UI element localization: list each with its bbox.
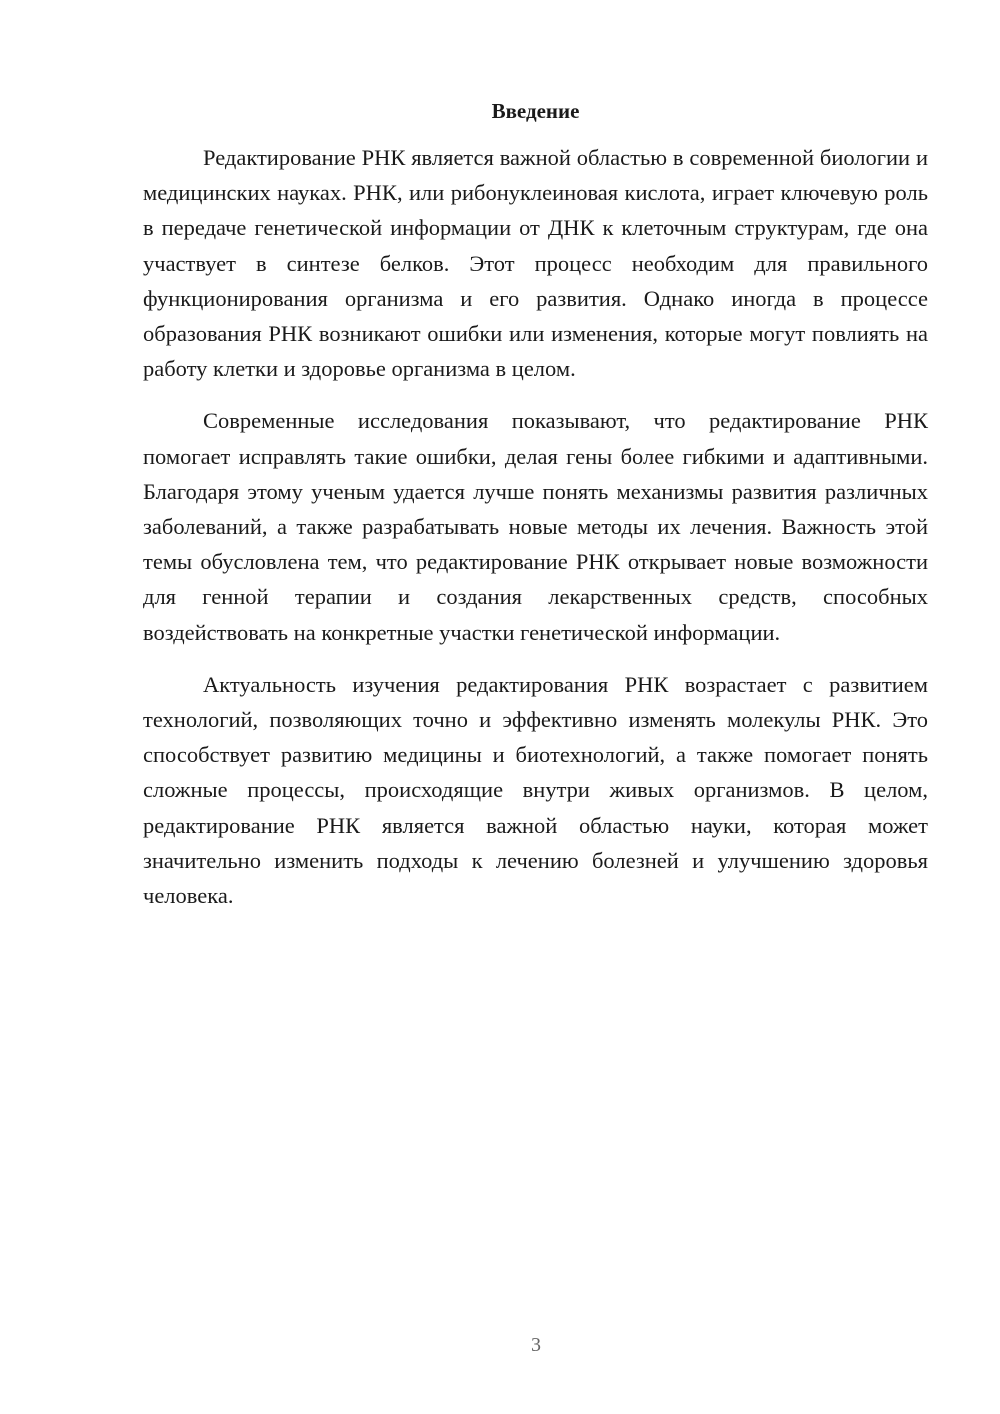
page-number: 3 [531,1334,541,1356]
section-heading: Введение [491,99,580,123]
paragraph-1: Редактирование РНК является важной областью в современной биологии и медицинских науках. РНК, или рибонуклеиновая кислота, играет ключевую роль в передаче генетической информации от ДНК к клеточным структурам, где она участвует в синтезе белков. Этот процесс необходим для правильного функционирования организма и его развития. Однако иногда в процессе образования РНК возникают ошибки или изменения, которые могут повлиять на работу клетки и здоровье организма в целом. [143,145,928,382]
paragraph-3: Актуальность изучения редактирования РНК возрастает с развитием технологий, позволяющих точно и эффективно изменять молекулы РНК. Это способствует развитию медицины и биотехнологий, а также помогает понять сложные процессы, происходящие внутри живых организмов. В целом, редактирование РНК является важной областью науки, которая может значительно изменить подходы к лечению болезней и улучшению здоровья человека. [143,671,928,909]
paragraph-2: Современные исследования показывают, что редактирование РНК помогает исправлять такие ошибки, делая гены более гибкими и адаптивными. Благодаря этому ученым удается лучше понять механизмы развития различных заболеваний, а также разрабатывать новые методы их лечения. Важность этой темы обусловлена тем, что редактирование РНК открывает новые возможности для генной терапии и создания лекарственных средств, способных воздействовать на конкретные участки генетической информации. [143,408,928,645]
page-content [143,98,928,930]
